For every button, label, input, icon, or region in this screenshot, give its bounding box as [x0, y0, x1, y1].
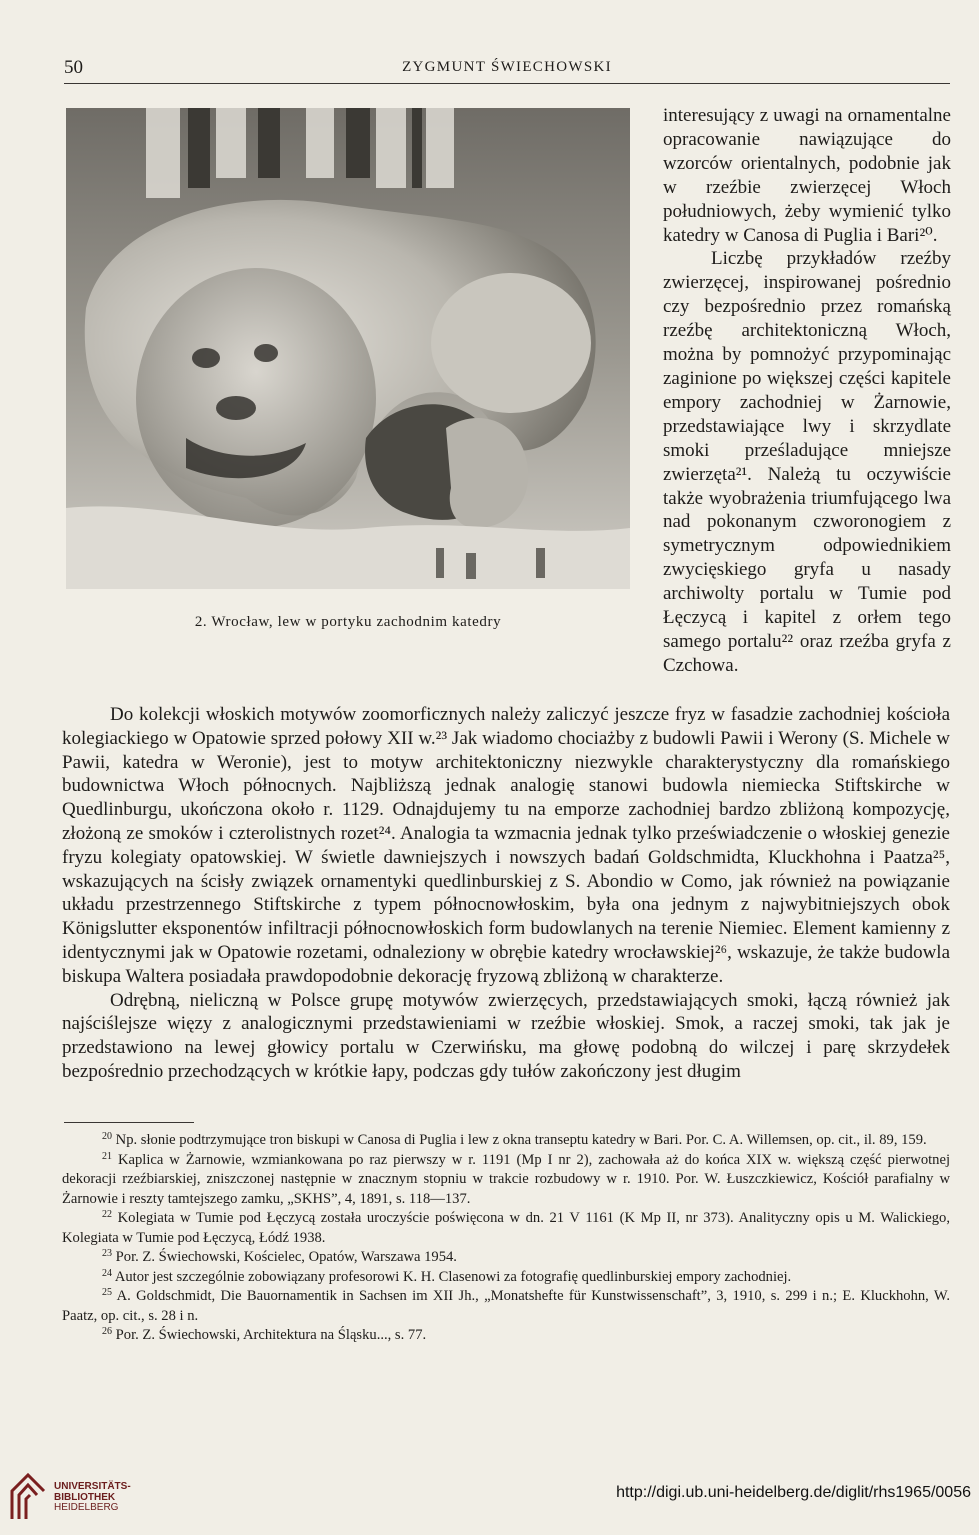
footnote [62, 1151, 950, 1210]
running-title: ZYGMUNT ŚWIECHOWSKI [402, 59, 612, 75]
footnote-number: 24 [102, 1267, 112, 1279]
footnote-number: 25 [102, 1287, 112, 1298]
footnote-number: 22 [102, 1209, 112, 1220]
library-name-line: HEIDELBERG [54, 1502, 119, 1513]
figure-photo [66, 108, 630, 589]
footnote [62, 1287, 950, 1326]
footnote [62, 1131, 950, 1151]
footnote-text: Por. Z. Świechowski, Architektura na Śląsku..., s. 77. [115, 1327, 427, 1343]
side-text-column [663, 104, 951, 678]
footnote [62, 1248, 950, 1268]
footnotes [62, 1131, 950, 1346]
page-header [64, 55, 950, 84]
side-paragraph: Liczbę przykładów rzeźby zwierzęcej, inspirowanej pośrednio czy bezpośrednio przez romańską rzeźbę architektoniczną Włoch, można by pomnożyć przypominając zaginione po większej części kapitele empory zachodniej w Żarnowie, przedstawiające lwy i skrzydlate smoki prześladujące mniejsze zwierzęta²¹. Należą tu oczywiście także wyobrażenia triumfującego lwa nad pokonanym czworonogiem z symetrycznym odpowiednikiem zwycięskiego gryfa u nasady archiwolty portalu w Tumie pod Łęczycą i kapitel z orłem tego samego portalu²² oraz rzeźba gryfa z Czchowa. [663, 248, 951, 676]
footnote-separator [64, 1122, 194, 1123]
footnote [62, 1209, 950, 1248]
footnote-text: A. Goldschmidt, Die Bauornamentik in Sachsen im XII Jh., „Monatshefte für Kunstwissenschaft”, 3, 1910, s. 299 i n.; E. Kluckhohn, W. Paatz, op. cit., s. 28 i n. [62, 1288, 950, 1324]
source-url-link[interactable]: http://digi.ub.uni-heidelberg.de/diglit/rhs1965/0056 [616, 1484, 971, 1501]
footnote-number: 23 [102, 1248, 112, 1259]
footnote-text: Kaplica w Żarnowie, wzmiankowana po raz pierwszy w r. 1191 (Mp I nr 2), zachowała aż do końca XIX w. większą część pierwotnej dekoracji rzeźbiarskiej, zniszczonej następnie w znacznym stopniu w trakcie rozbudowy w r. 1910. Por. W. Łuszczkiewicz, Kościół parafialny w Żarnowie i reszty tamtejszego zamku, „SKHS”, 4, 1891, s. 118—137. [62, 1151, 950, 1207]
footnote [62, 1268, 950, 1288]
library-name-line: UNIVERSITÄTS- [54, 1481, 131, 1492]
library-name [54, 1482, 131, 1514]
lion-sculpture-photo [66, 108, 630, 589]
main-text-block [62, 703, 950, 1084]
footnote-text: Por. Z. Świechowski, Kościelec, Opatów, Warszawa 1954. [115, 1249, 457, 1265]
body-paragraph: Do kolekcji włoskich motywów zoomorficznych należy zaliczyć jeszcze fryz w fasadzie zachodniej kościoła kolegiackiego w Opatowie sprzed połowy XII w.²³ Jak wiadomo chociażby z budowli Pawii i Werony (S. Michele w Pawii, katedra w Weronie), jest to motyw architektoniczny niezwykle charakterystyczny dla romańskiego budownictwa Włoch północnych. Najbliższą jednak analogię stanowi budowla niemiecka Stiftskirche w Quedlinburgu, ukończona około r. 1129. Odnajdujemy tu na emporze zachodniej bardzo zbliżoną kompozycję, złożoną ze smoków i czterolistnych rozet²⁴. Analogia ta wzmacnia jednak tylko przeświadczenie o włoskiej genezie fryzu kolegiaty opatowskiej. W świetle dawniejszych i nowszych badań Goldschmidta, Kluckhohna i Paatza²⁵, wskazujących na ścisły związek ornamentyki quedlinburskiej z S. Abondio w Como, jak również na powiązanie układu przestrzennego Stiftskirche z typem północnowłoskim, była ona jednym z najwybitniejszych obok Königslutter eksponentów infiltracji północnowłoskich form budowlanych na terenie Niemiec. Element kamienny z identycznymi jak w Opatowie rozetami, odnaleziony w obrębie katedry wrocławskiej²⁶, wskazuje, że także budowla biskupa Waltera posiadała prawdopodobnie dekorację fryzową zbliżoną w charakterze. [62, 704, 950, 987]
footnote-text: Np. słonie podtrzymujące tron biskupi w Canosa di Puglia i lew z okna transeptu katedry w Bari. Por. C. A. Willemsen, op. cit., il. 89, 159. [115, 1132, 927, 1148]
footnote-text: Autor jest szczególnie zobowiązany profesorowi K. H. Clasenowi za fotografię quedlinburskiej empory zachodniej. [114, 1268, 792, 1285]
footnote [62, 1326, 950, 1346]
figure-caption: 2. Wrocław, lew w portyku zachodnim katedry [194, 614, 502, 630]
side-paragraph: interesujący z uwagi na ornamentalne opracowanie nawiązujące do wzorców orientalnych, podobnie jak w rzeźbie zwierzęcej Włoch południowych, żeby wymienić tylko katedry w Canosa di Puglia i Bari²⁰. [663, 105, 951, 246]
body-paragraph: Odrębną, nieliczną w Polsce grupę motywów zwierzęcych, przedstawiających smoki, łączą również jak najściślejsze więzy z analogicznymi przedstawieniami w rzeźbie włoskiej. Smok, a raczej smoki, tak jak je przedstawiono na lewej głowicy portalu w Czerwińsku, ma głowę podobną do wilczej i parę skrzydełek bezpośrednio przechodzących w krótkie łapy, podczas gdy tułów zakończony jest długim [62, 989, 950, 1082]
footnote-number: 21 [102, 1150, 112, 1162]
footnote-number: 26 [102, 1326, 112, 1337]
footnote-number: 20 [102, 1131, 112, 1142]
footnote-text: Kolegiata w Tumie pod Łęczycą została uroczyście poświęcona w dn. 21 V 1161 (K Mp II, nr 373). Analityczny opis u M. Walickiego, Kolegiata w Tumie pod Łęczycą, Łódź 1938. [62, 1210, 950, 1246]
page-number: 50 [64, 57, 83, 78]
library-name-line: BIBLIOTHEK [54, 1491, 116, 1503]
library-logo-icon [8, 1471, 48, 1523]
